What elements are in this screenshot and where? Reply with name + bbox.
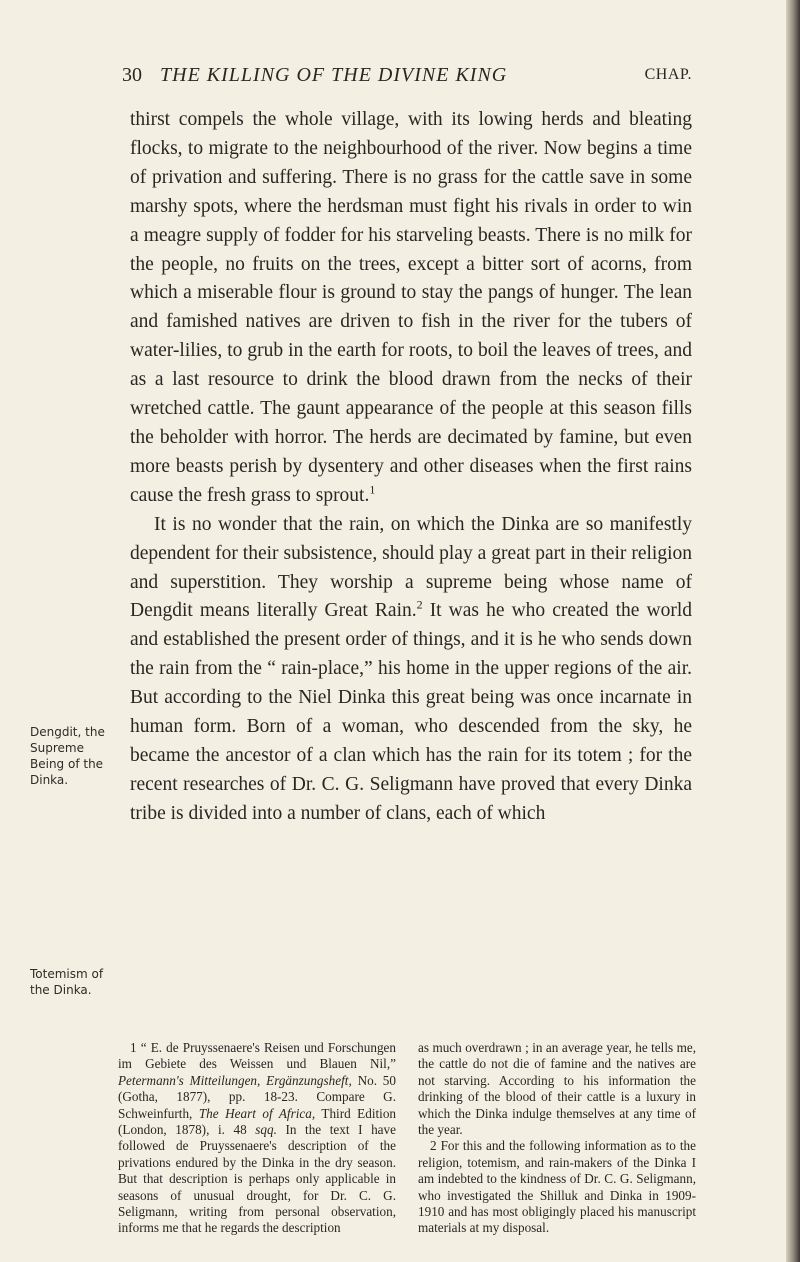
main-text	[130, 106, 692, 829]
footnote-ref-1: 1	[369, 482, 376, 497]
footnote-1-text-c: Third Edition (London, 1878), i. 48	[118, 1105, 397, 1138]
paragraph-2-text-b: It was he who created the world and established the present order of things, and it is he who sends down the rain from the “ rain-place,” his home in the upper regions of the air. But according to the Niel Dinka this great being was once incarnate in human form. Born of a woman, who descended from the sky, he became the ancestor of a clan which has the rain for its totem ; for the recent researches of Dr. C. G. Seligmann have proved that every Dinka tribe is divided into a number of clans, each of which	[130, 600, 692, 824]
footnote-1-text-d: In the text I have followed de Pruyssenaere's description of the privations endured by the Dinka in the dry season. But that description is perhaps only applicable in seasons of unusual drought, for Dr. C. G. Seligmann, writing from personal observation, informs me that he regards the description	[118, 1122, 396, 1236]
running-head	[122, 64, 692, 90]
footnotes	[118, 1040, 696, 1236]
footnote-column-left	[118, 1040, 396, 1237]
chapter-label: CHAP.	[644, 66, 692, 83]
paragraph-2-text-a: It is no wonder that the rain, on which the Dinka are so manifestly dependent for their subsistence, should play a great part in their religion and superstition. They worship a supreme being whose name of Dengdit means literally Great Rain.	[130, 513, 692, 622]
margin-note-totemism: Totemism of the Dinka.	[30, 967, 104, 997]
page-number: 30	[122, 64, 142, 86]
footnote-column-right	[418, 1040, 696, 1237]
footnote-2: 2 For this and the following information as to the religion, totemism, and rain-makers of the Dinka I am indebted to the kindness of Dr. C. G. Seligmann, who investigated the Shilluk and Dinka in 1909-1910 and has most obligingly placed his manuscript materials at my disposal.	[418, 1138, 696, 1236]
running-title: THE KILLING OF THE DIVINE KING	[160, 64, 508, 86]
footnote-ref-2: 2	[416, 597, 423, 612]
footnote-1-book: The Heart of Africa,	[198, 1105, 316, 1121]
page-edge-shadow	[786, 0, 800, 1262]
footnote-1-journal: Petermann's Mitteilungen, Ergänzungsheft,	[118, 1072, 352, 1088]
footnote-1	[118, 1040, 396, 1237]
footnote-1-text: 1 “ E. de Pruyssenaere's Reisen und Forschungen im Gebiete des Weissen und Blauen Nil,”	[118, 1040, 396, 1072]
footnote-1-sqq: sqq.	[255, 1122, 277, 1138]
paragraph-1	[130, 106, 692, 511]
footnote-1-continued: as much overdrawn ; in an average year, he tells me, the cattle do not die of famine and the natives are not starving. According to his information the drinking of the blood of their cattle is a luxury in which the Dinka indulge themselves at any time of the year.	[418, 1040, 696, 1138]
paragraph-1-text: thirst compels the whole village, with its lowing herds and bleating flocks, to migrate to the neighbourhood of the river. Now begins a time of privation and suffering. There is no grass for the cattle save in some marshy spots, where the herdsman must fight his rivals in order to win a meagre supply of fodder for his starveling beasts. There is no milk for the people, no fruits on the trees, except a bitter sort of acorns, from which a miserable flour is ground to stay the pangs of hunger. The lean and famished natives are driven to fish in the river for the tubers of water-lilies, to grub in the earth for roots, to boil the leaves of trees, and as a last resource to drink the blood drawn from the necks of their wretched cattle. The gaunt appearance of the people at this season fills the beholder with horror. The herds are decimated by famine, but even more beasts perish by dysentery and other diseases when the first rains cause the fresh grass to sprout.	[130, 109, 692, 506]
paragraph-2	[130, 511, 692, 829]
footnote-1-text-b: No. 50 (Gotha, 1877), pp. 18-23. Compare G. Schweinfurth,	[118, 1072, 396, 1121]
margin-note-dengdit: Dengdit, the Supreme Being of the Dinka.	[30, 725, 105, 787]
